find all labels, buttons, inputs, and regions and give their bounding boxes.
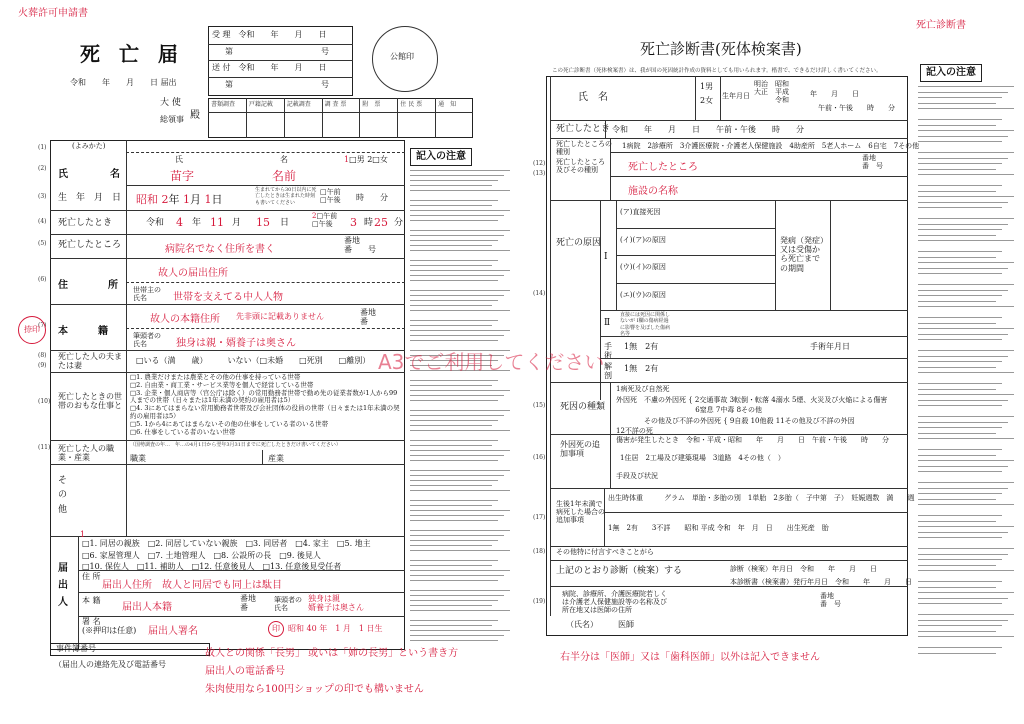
occupation-option-2[interactable]: □2. 自由業・商工業・サービス業等を個人で経営している世帯 [130,380,314,389]
cert-death-time-value[interactable]: 令和 年 月 日 午前・午後 時 分 [612,125,804,134]
hittosha-label: 筆頭者の氏名 [133,332,161,349]
cert-place-banchi: 番地 番 号 [862,154,883,171]
phone-note: 届出人の電話番号 [205,666,285,677]
cert-certify-text: 上記のとおり診断（検案）する [556,566,683,576]
cert-place-types[interactable]: 1病院 2診療所 3介護医療院・介護老人保健施設 4助産所 5老人ホーム 6自宅 7その他 [622,142,920,150]
processing-col-1: 戸籍記載 [248,101,273,108]
occupation-option-6[interactable]: □6. 仕事をしている者のいない世帯 [130,427,236,436]
household-occupation-label: 死亡したときの世帯のおもな仕事と [58,392,122,411]
left-form-title: 死 亡 届 [80,42,184,66]
cert-place-label: 死亡したところ 及びその種別 [556,158,605,175]
death-place-label: 死亡したところ [58,240,122,250]
cert-autopsy-options[interactable]: 1無 2有 [624,364,659,373]
cert-external-label: 外因死の追加事項 [560,440,600,459]
gender-options[interactable]: 1□男 2□女 [344,155,388,164]
processing-col-0: 書類調査 [211,101,236,108]
occupation-option-4[interactable]: □4. 3にあてはまらない常用勤務者世帯及び会社団体の役員の世帯（日々または1年未満の契約の雇用者は5） [130,404,400,420]
birth-ampm[interactable]: □午前 □午後 [320,188,341,205]
cert-surgery-date[interactable]: 手術年月日 [810,342,850,351]
processing-col-2: 記載調査 [286,101,311,108]
household-occupation-options[interactable] [130,374,402,436]
occupation-option-5[interactable]: □5. 1から4にあてはまらないその他の仕事をしている者のいる世帯 [130,419,329,428]
seal-stamp[interactable]: 捺印 [18,316,46,344]
processing-col-5: 住 民 票 [400,101,423,108]
informant-dob[interactable]: 印 昭和 40 年 1 月 1 日生 [272,624,383,633]
right-intro: この死亡診断書（死体検案書）は、我が国の死因統計作成の資料としても用いられます。楷書で、できるだけ詳しく書いてください。 [552,68,882,74]
cert-cause-ii: Ⅱ [604,318,611,328]
other-label: そ の 他 [58,476,77,515]
cert-autopsy-label: 解剖 [604,362,612,381]
row-number-5: (5) [38,240,47,247]
cert-cause-ii-text: 直接には死因に関係しないが I欄の傷病経過に影響を及ぼした傷病名等 [620,312,671,337]
given-name-value[interactable]: 名前 [272,169,297,183]
honseki-note: 先非頭に記載ありません [236,312,324,321]
cert-birth-time[interactable]: 午前・午後 時 分 [818,104,895,112]
cert-infant-row-2[interactable]: 1無 2有 3不詳 昭和 平成 令和 年 月 日 出生死産 胎 [608,524,829,532]
cert-death-time-label: 死亡したとき [556,124,611,134]
surname-heading: 氏 [175,155,183,164]
cert-eras[interactable]: 明治 昭和 大正 平成 令和 [754,80,789,105]
name-label-mei: 名 [110,169,120,180]
row-number-10: (10) [38,398,51,405]
occupation-option-1[interactable]: □1. 農業だけまたは農業とその他の仕事を持っている世帯 [130,373,301,381]
processing-col-4: 附 票 [362,101,381,108]
death-minute[interactable]: 25 [374,216,388,229]
cert-place-value[interactable]: 死亡したところ [628,162,698,173]
cert-facility-name[interactable]: 施設の名称 [628,186,678,197]
cert-row-number-19: (19) [533,598,546,605]
death-place-banchi: 番地 番 号 [344,236,376,255]
cert-birth-ymd[interactable]: 年 月 日 [810,90,859,98]
cert-surgery-label: 手術 [604,342,612,361]
addressee-consul: 総領事 [160,115,184,124]
surname-value[interactable]: 苗字 [170,169,195,183]
receipt-line-3: 送 付 令和 年 月 日 [212,63,327,72]
left-notes-title: 記入の注意 [410,148,472,166]
cert-sex[interactable]: 1男 2女 [700,82,714,106]
row-number-1: (1) [38,144,47,151]
receipt-line-4: 第 号 [225,80,329,89]
receipt-line-1: 受 理 令和 年 月 日 [212,30,327,39]
informant-honseki-value[interactable]: 届出人本籍 [122,602,172,613]
informant-signature-label: 署 名 (※押印は任意) [82,617,137,636]
cert-hospital-label: 病院、診療所、介護医療院若しくは介護老人保健施設等の名称及び所在地又は医師の住所 [562,590,667,615]
row-number-3: (3) [38,193,47,200]
row-number-11: (11) [38,444,51,451]
birth-note: 生まれてから30日以内に死亡したときは生まれた時刻も書いてください [255,187,317,206]
address-label: 住 所 [58,280,118,291]
death-hour[interactable]: 3 [350,216,357,229]
cert-cause-label: 死亡の原因 [556,238,602,248]
informant-address-value[interactable]: 届出人住所 故人と同居でも同上は駄目 [102,580,282,591]
spouse-label: 死亡した人の夫または妻 [58,352,122,371]
relationship-note: 故人との関係「長男」 或いは「姉の長男」という書き方 [205,648,459,659]
census-note: （国勢調査の年… 年…の4月1日から翌年3月31日までに死亡したときだけ書いてください） [130,442,341,448]
cert-row-number-12: (12) [533,160,546,167]
cause-row-4[interactable]: (エ)(ウ)の原因 [620,290,666,299]
consulate-seal-label: 公館印 [390,52,414,61]
informant-honseki-label: 本 籍 [82,596,101,605]
row-number-6: (6) [38,276,47,283]
birth-date-value[interactable]: 昭和 2年 1月 1日 [136,193,223,206]
cert-birth-label: 生年月日 [722,92,750,100]
honseki-label: 本 籍 [58,326,108,337]
cert-external-place[interactable]: 1住居 2工場及び建築現場 3道路 4その他（ ） [620,454,785,462]
cert-external-when[interactable]: 傷害が発生したとき 令和・平成・昭和 年 月 日 午前・午後 時 分 [616,436,889,444]
row-number-7: (7) [38,322,47,329]
addressee-ambassador: 大 使 [160,98,181,108]
reading-label: (よみかた) [72,142,106,150]
cert-external-method[interactable]: 手段及び状況 [616,472,658,480]
given-heading: 名 [280,155,288,164]
informant-contact-label: （届出人の連絡先及び電話番号 [54,660,166,669]
birth-time-units: 時 分 [356,193,388,202]
death-year[interactable]: 4 [176,216,183,229]
occupation-cell[interactable]: 職業 [130,454,146,463]
submission-date: 令和 年 月 日 届出 [70,78,177,87]
right-form-title: 死亡診断書(死体検案書) [640,40,802,58]
receipt-line-2: 第 号 [225,47,329,56]
cert-place-type-label: 死亡したところの種別 [556,140,612,157]
honseki-banchi: 番地 番 [360,308,376,327]
cert-row-number-13: (13) [533,170,546,177]
cert-doctor-name[interactable]: （氏名） 医師 [566,620,634,629]
death-day[interactable]: 15 [256,216,270,229]
cause-row-2[interactable]: (イ)(ア)の原因 [620,235,666,244]
death-era: 令和 [146,218,165,228]
row-number-9: (9) [38,362,47,369]
cert-other-label: その他特に付言すべきことがら [556,548,654,556]
dono-label: 殿 [190,110,200,121]
cert-infant-label: 生後1年未満で病死した場合の追加事項 [556,500,605,525]
seal-note: 朱肉使用なら100円ショップの印でも構いません [205,684,424,695]
cert-name-label: 氏 名 [578,92,608,103]
deceased-occupation-label: 死亡した人の職業・産業 [58,444,114,463]
row-number-4: (4) [38,218,47,225]
cert-row-number-17: (17) [533,514,546,521]
right-corner-label: 死亡診断書 [916,20,966,31]
watermark-text: A3でご利用してください [378,350,605,374]
death-month[interactable]: 11 [210,216,224,229]
household-head-label: 世帯主の氏名 [133,286,161,303]
informant-hittosha-label: 筆頭者の氏名 [274,596,302,613]
cert-dates[interactable]: 診断（検案）年月日 令和 年 月 日 本診断書（検案書）発行年月日 令和 年 月 日 [730,565,912,587]
informant-label: 届 出 人 [58,563,78,608]
death-date-label: 死亡したとき [58,218,113,228]
left-corner-label: 火葬許可申請書 [18,8,88,19]
cert-row-number-18: (18) [533,548,546,555]
cert-kind-options[interactable]: 1病死及び自然死 外因死 不慮の外因死 { 2交通事故 3転倒・転落 4溺水 5煙、火災及び火焔による傷害 6窒息 7中毒 8その他 その他及び不詳の外因死 { 9自殺 10他殺 11その他及び不詳の外因 12不詳の死 [616,385,888,435]
cert-row-number-16: (16) [533,454,546,461]
informant-hittosha-value[interactable]: 独身は親 婿養子は奥さん [308,594,364,613]
cert-cause-i: Ⅰ [604,252,608,262]
birth-label: 生 年 月 日 [58,193,122,203]
processing-col-6: 通 知 [438,101,457,108]
informant-relationship-options[interactable]: □1. 同居の親族 □2. 同居していない親族 □3. 同居者 □4. 家主 □5. 地主 □6. 家屋管理人 □7. 土地管理人 □8. 公設所の長 □9. 後見人 □10. 保佐人 □11. 補助人 □12. 任意後見人 □13. 任意後見受任者 [82,539,371,572]
cert-row-number-14: (14) [533,290,546,297]
informant-address-label: 住 所 [82,572,101,581]
cert-infant-row-1[interactable]: 出生時体重 グラム 単胎・多胎の別 1単胎 2多胎（ 子中第 子） 妊娠週数 満 週 [608,494,915,502]
honseki-value[interactable]: 故人の本籍住所 [150,314,220,325]
cert-kind-label: 死因の種類 [560,402,606,412]
cert-hospital-banchi: 番地 番 号 [820,592,841,609]
occupation-option-3[interactable]: □3. 企業・個人商店等（官公庁は除く）の常用勤務者世帯で勤め先の従業者数が1人から99人までの世帯（日々または1年未満の契約の雇用者は5） [130,388,398,405]
cause-row-1[interactable]: (ア)直接死因 [620,208,661,216]
cert-surgery-options[interactable]: 1無 2有 [624,342,659,351]
row-number-2: (2) [38,165,47,172]
death-place-value[interactable]: 病院名でなく住所を書く [165,244,275,255]
right-notes-title: 記入の注意 [920,64,982,82]
cause-row-3[interactable]: (ウ)(イ)の原因 [620,263,666,271]
informant-banchi: 番地 番 [240,594,256,613]
spouse-options[interactable]: □いる（満 歳） いない（□未婚 □死別 □離別） [136,356,371,365]
industry-cell[interactable]: 産業 [268,454,284,463]
right-bottom-note: 右半分は「医師」又は「歯科医師」以外は記入できません [560,652,820,663]
row-number-8: (8) [38,352,47,359]
name-label-shi: 氏 [58,169,68,180]
hittosha-value[interactable]: 独身は親・婿養子は奥さん [176,338,296,349]
processing-col-3: 調 査 票 [324,101,347,108]
household-head-value[interactable]: 世帯を支えてる中人人物 [173,292,283,303]
cert-cause-period-label: 発病（発症）又は受傷から死亡までの期間 [780,236,824,273]
case-number-label: 事件簿番号 [56,644,96,653]
cert-row-number-15: (15) [533,402,546,409]
death-ampm[interactable]: 2□午前 □午後 [312,212,338,229]
address-value[interactable]: 故人の届出住所 [158,268,228,279]
informant-signature-value[interactable]: 届出人署名 [148,626,198,637]
